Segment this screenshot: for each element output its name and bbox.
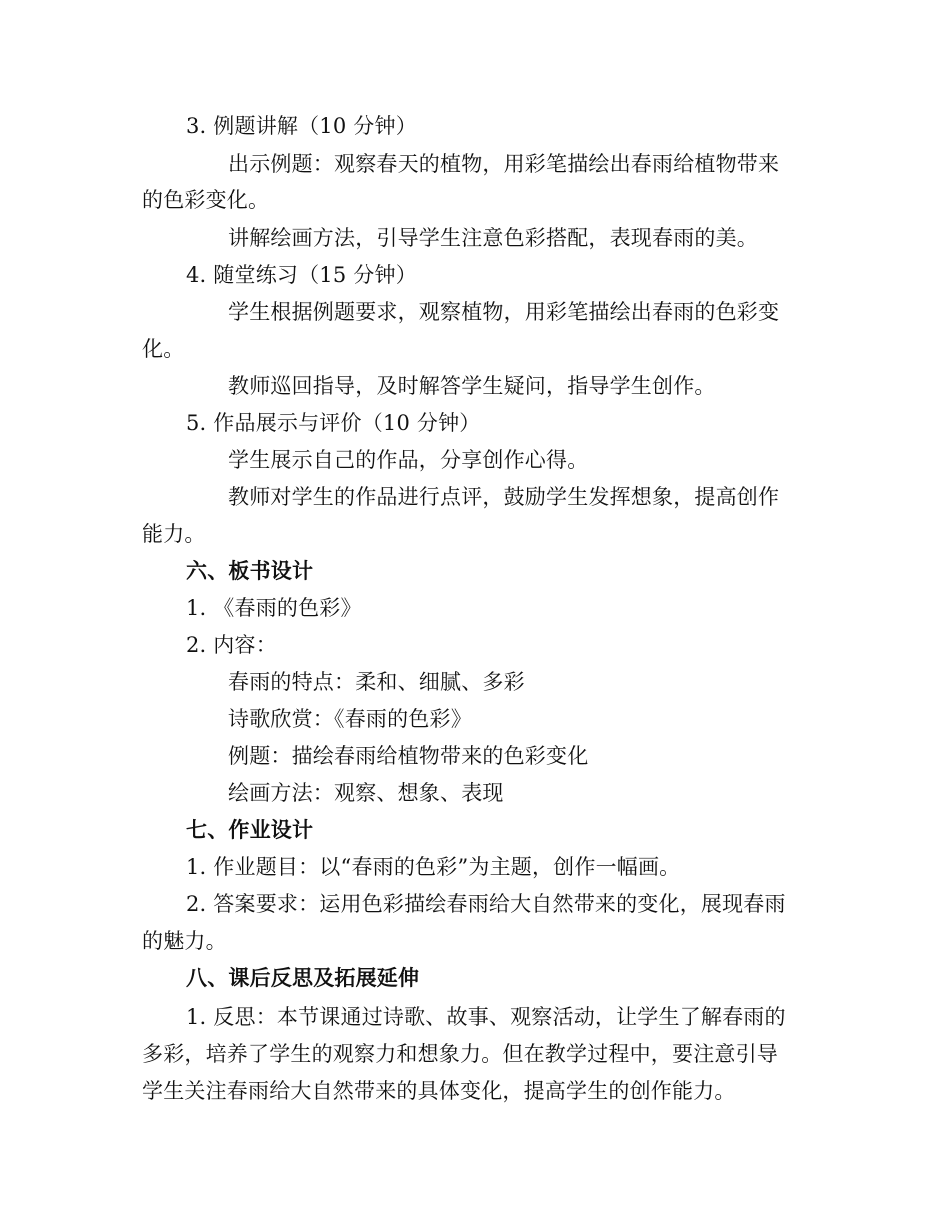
paragraph-line: 春雨的特点：柔和、细腻、多彩 — [228, 670, 525, 694]
paragraph-line: 化。 — [142, 337, 185, 361]
paragraph-line: 的色彩变化。 — [142, 188, 270, 212]
list-item: 1. 《春雨的色彩》 — [186, 596, 362, 620]
list-item: 2. 内容： — [186, 633, 277, 657]
paragraph-line: 讲解绘画方法，引导学生注意色彩搭配，表现春雨的美。 — [228, 226, 758, 250]
list-item-example-explanation: 3. 例题讲解（10 分钟） — [186, 114, 417, 138]
paragraph-line: 能力。 — [142, 522, 206, 546]
paragraph-line: 教师巡回指导，及时解答学生疑问，指导学生创作。 — [228, 374, 716, 398]
paragraph-line: 教师对学生的作品进行点评，鼓励学生发挥想象，提高创作 — [228, 485, 780, 509]
paragraph-line: 例题：描绘春雨给植物带来的色彩变化 — [228, 744, 589, 768]
paragraph-line: 出示例题：观察春天的植物，用彩笔描绘出春雨给植物带来 — [228, 152, 780, 176]
paragraph-line: 绘画方法：观察、想象、表现 — [228, 781, 504, 805]
paragraph-line: 学生根据例题要求，观察植物，用彩笔描绘出春雨的色彩变 — [228, 300, 780, 324]
section-heading-homework: 七、作业设计 — [186, 818, 314, 842]
list-item: 1. 反思：本节课通过诗歌、故事、观察活动，让学生了解春雨的 — [186, 1005, 786, 1029]
list-item-practice: 4. 随堂练习（15 分钟） — [186, 263, 417, 287]
section-heading-board-design: 六、板书设计 — [186, 559, 314, 583]
list-item: 2. 答案要求：运用色彩描绘春雨给大自然带来的变化，展现春雨 — [186, 892, 786, 916]
paragraph-line: 学生展示自己的作品，分享创作心得。 — [228, 448, 589, 472]
paragraph-line: 的魅力。 — [142, 929, 227, 953]
paragraph-line: 学生关注春雨给大自然带来的具体变化，提高学生的创作能力。 — [142, 1079, 736, 1103]
paragraph-line: 多彩，培养了学生的观察力和想象力。但在教学过程中，要注意引导 — [142, 1042, 778, 1066]
list-item-showcase: 5. 作品展示与评价（10 分钟） — [186, 411, 481, 435]
paragraph-line: 诗歌欣赏：《春雨的色彩》 — [228, 707, 472, 731]
list-item: 1. 作业题目：以“春雨的色彩”为主题，创作一幅画。 — [186, 855, 681, 879]
section-heading-reflection: 八、课后反思及拓展延伸 — [186, 966, 420, 990]
